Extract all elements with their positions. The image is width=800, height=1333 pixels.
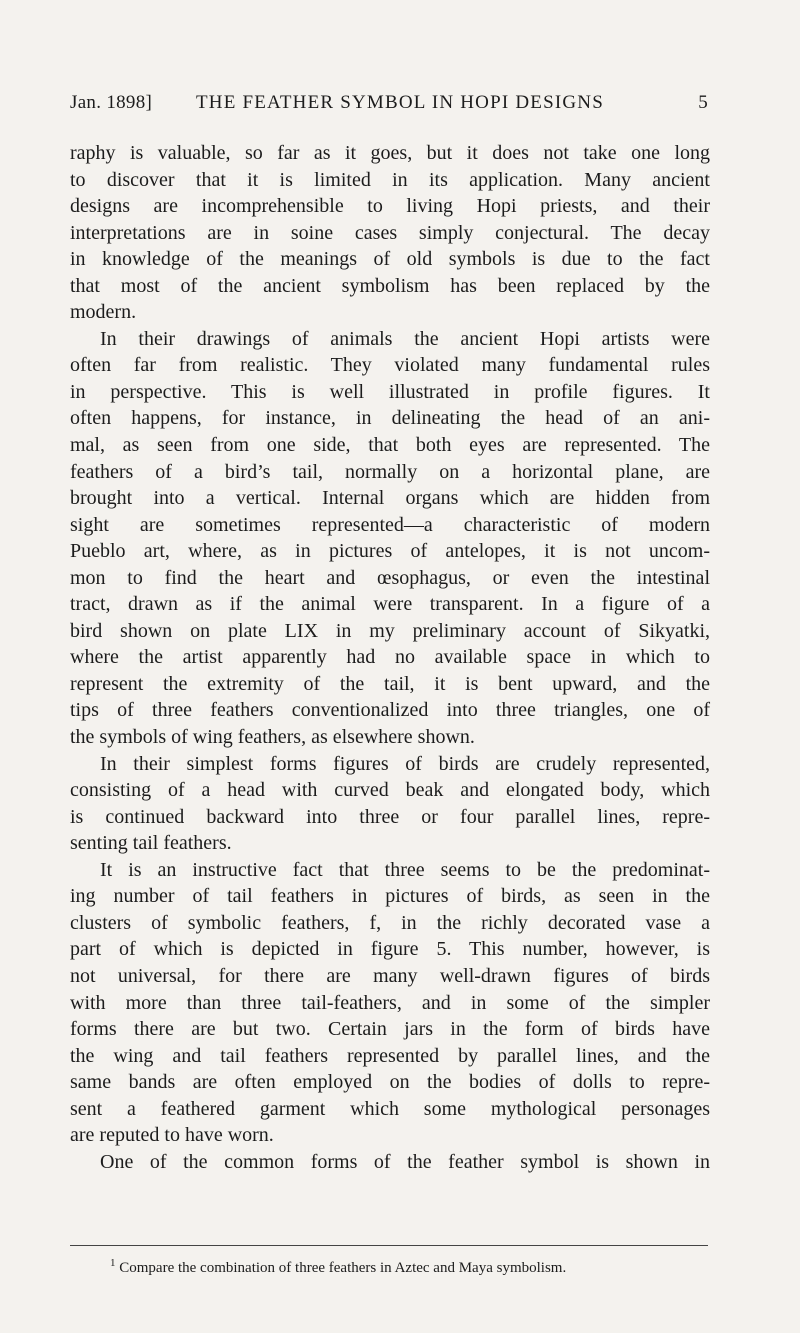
text-line: in knowledge of the meanings of old symbols is due to the fact (70, 248, 710, 271)
text-line: clusters of symbolic feathers, f, in the richly decorated vase a (70, 911, 710, 934)
text-line: with more than three tail-feathers, and in some of the simpler (70, 991, 710, 1014)
text-line: in perspective. This is well illustrated in profile figures. It (70, 380, 710, 403)
text-line: In their drawings of animals the ancient Hopi artists were (100, 327, 710, 350)
header-title: THE FEATHER SYMBOL IN HOPI DESIGNS (196, 92, 604, 113)
text-line: the wing and tail feathers represented by parallel lines, and the (70, 1044, 710, 1067)
text-line: tract, drawn as if the animal were transparent. In a figure of a (70, 593, 710, 616)
text-line: brought into a vertical. Internal organs which are hidden from (70, 487, 710, 510)
text-line: the symbols of wing feathers, as elsewhere shown. (70, 726, 475, 749)
text-line: that most of the ancient symbolism has been replaced by the (70, 274, 710, 297)
text-line: senting tail feathers. (70, 832, 232, 855)
text-line: One of the common forms of the feather symbol is shown in (100, 1150, 710, 1173)
text-line: interpretations are in soine cases simply conjectural. The decay (70, 221, 710, 244)
text-line: represent the extremity of the tail, it is bent upward, and the (70, 672, 710, 695)
text-line: In their simplest forms figures of birds are crudely represented, (100, 752, 710, 775)
page-number: 5 (698, 92, 708, 113)
text-line: feathers of a bird’s tail, normally on a horizontal plane, are (70, 460, 710, 483)
footnote-marker: 1 (110, 1257, 116, 1269)
text-line: raphy is valuable, so far as it goes, but it does not take one long (70, 142, 710, 164)
footnote-text: Compare the combination of three feathers in Aztec and Maya symbolism. (119, 1260, 567, 1276)
text-line: often far from realistic. They violated many fundamental rules (70, 354, 710, 377)
text-line: designs are incomprehensible to living Hopi priests, and their (70, 195, 710, 218)
text-line: sight are sometimes represented—a characteristic of modern (70, 513, 710, 536)
text-line: mon to find the heart and œsophagus, or even the intestinal (70, 566, 710, 589)
text-line: part of which is depicted in figure 5. This number, however, is (70, 938, 710, 961)
text-line: to discover that it is limited in its application. Many ancient (70, 168, 710, 191)
text-line: consisting of a head with curved beak and elongated body, which (70, 779, 710, 802)
running-header (70, 92, 710, 122)
text-line: same bands are often employed on the bodies of dolls to repre- (70, 1071, 710, 1094)
text-line: bird shown on plate LIX in my preliminary account of Sikyatki, (70, 619, 710, 642)
text-line: It is an instructive fact that three seems to be the predominat- (100, 858, 710, 881)
text-line: ing number of tail feathers in pictures of birds, as seen in the (70, 885, 710, 908)
text-line: where the artist apparently had no available space in which to (70, 646, 710, 669)
text-line: is continued backward into three or four parallel lines, repre- (70, 805, 710, 828)
text-line: sent a feathered garment which some mythological personages (70, 1097, 710, 1120)
text-line: forms there are but two. Certain jars in the form of birds have (70, 1018, 710, 1041)
text-line: not universal, for there are many well-drawn figures of birds (70, 964, 710, 987)
text-line: are reputed to have worn. (70, 1124, 274, 1147)
footnote (110, 1253, 710, 1278)
text-line: modern. (70, 301, 137, 324)
body-text (70, 140, 710, 1175)
text-line: mal, as seen from one side, that both eyes are represented. The (70, 434, 710, 457)
text-line: often happens, for instance, in delineating the head of an ani- (70, 407, 710, 430)
text-line: Pueblo art, where, as in pictures of antelopes, it is not uncom- (70, 540, 710, 563)
footnote-rule (70, 1245, 708, 1246)
header-date: Jan. 1898] (70, 92, 153, 113)
text-line: tips of three feathers conventionalized into three triangles, one of (70, 699, 710, 722)
